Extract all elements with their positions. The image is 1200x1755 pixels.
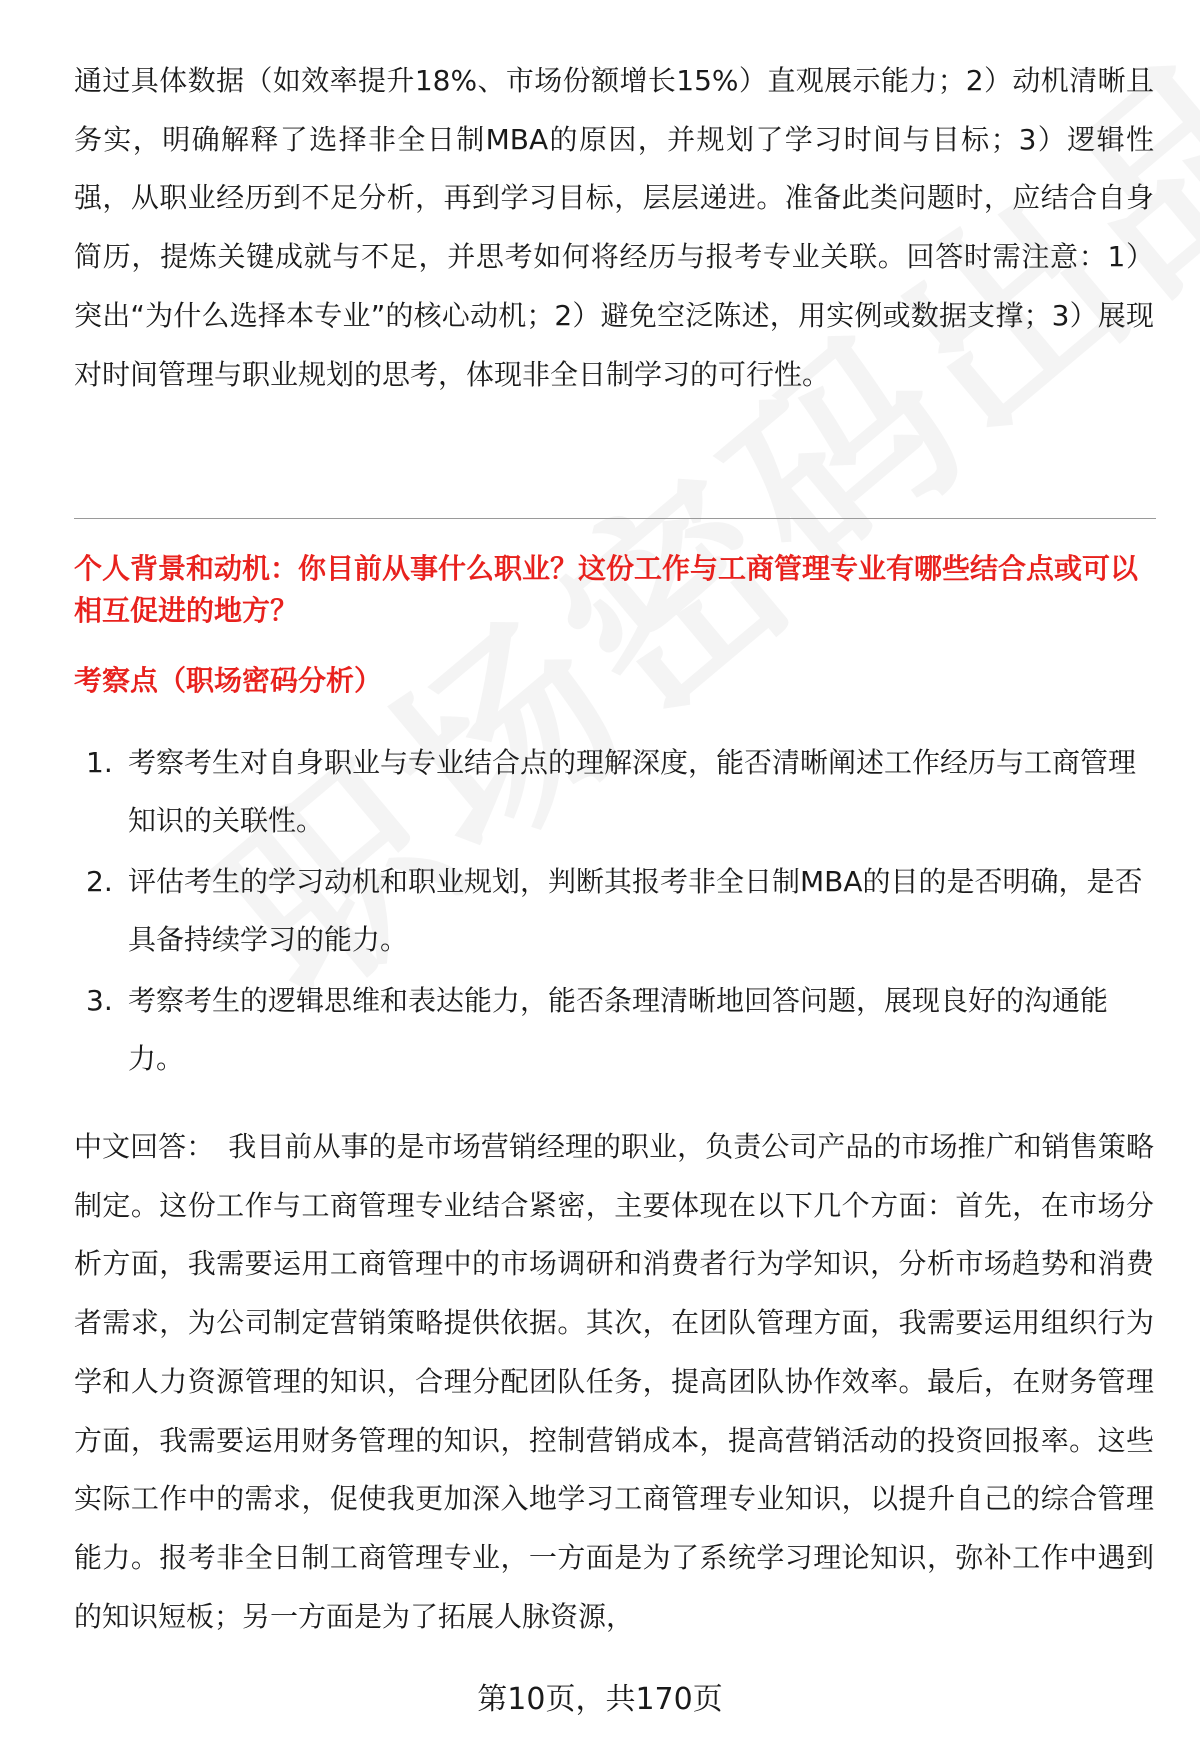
answer-label: 中文回答： <box>74 1130 215 1163</box>
list-item <box>74 853 1154 969</box>
assessment-heading: 考察点（职场密码分析） <box>74 664 383 697</box>
answer-text: 我目前从事的是市场营销经理的职业，负责公司产品的市场推广和销售策略制定。这份工作与工商管理专业结合紧密，主要体现在以下几个方面：首先，在市场分析方面，我需要运用工商管理中的市场调研和消费者行为学知识，分析市场趋势和消费者需求，为公司制定营销策略提供依据。其次，在团队管理方面，我需要运用组织行为学和人力资源管理的知识，合理分配团队任务，提高团队协作效率。最后，在财务管理方面，我需要运用财务管理的知识，控制营销成本，提高营销活动的投资回报率。这些实际工作中的需求，促使我更加深入地学习工商管理专业知识，以提升自己的综合管理能力。报考非全日制工商管理专业，一方面是为了系统学习理论知识，弥补工作中遇到的知识短板；另一方面是为了拓展人脉资源， <box>74 1130 1154 1633</box>
list-item-text: 评估考生的学习动机和职业规划，判断其报考非全日制MBA的目的是否明确，是否具备持续学习的能力。 <box>128 865 1143 956</box>
list-item-text: 考察考生的逻辑思维和表达能力，能否条理清晰地回答问题，展现良好的沟通能力。 <box>128 984 1109 1075</box>
assessment-points-list <box>74 734 1154 1091</box>
list-item <box>74 972 1154 1088</box>
list-item-number: 2. <box>86 865 113 898</box>
intro-paragraph: 通过具体数据（如效率提升18%、市场份额增长15%）直观展示能力；2）动机清晰且务实，明确解释了选择非全日制MBA的原因，并规划了学习时间与目标；3）逻辑性强，从职业经历到不足分析，再到学习目标，层层递进。准备此类问题时，应结合自身简历，提炼关键成就与不足，并思考如何将经历与报考专业关联。回答时需注意：1）突出“为什么选择本专业”的核心动机；2）避免空泛陈述，用实例或数据支撑；3）展现对时间管理与职业规划的思考，体现非全日制学习的可行性。 <box>74 64 1154 391</box>
page-indicator: 第10页，共170页 <box>477 1682 723 1717</box>
list-item-text: 考察考生对自身职业与专业结合点的理解深度，能否清晰阐述工作经历与工商管理知识的关联性。 <box>128 746 1137 837</box>
answer-paragraph <box>74 1118 1154 1646</box>
list-item-number: 1. <box>86 746 113 779</box>
list-item-number: 3. <box>86 984 113 1017</box>
list-item <box>74 734 1154 850</box>
section-divider <box>74 518 1156 519</box>
question-heading: 个人背景和动机：你目前从事什么职业？这份工作与工商管理专业有哪些结合点或可以相互促进的地方？ <box>74 552 1139 627</box>
